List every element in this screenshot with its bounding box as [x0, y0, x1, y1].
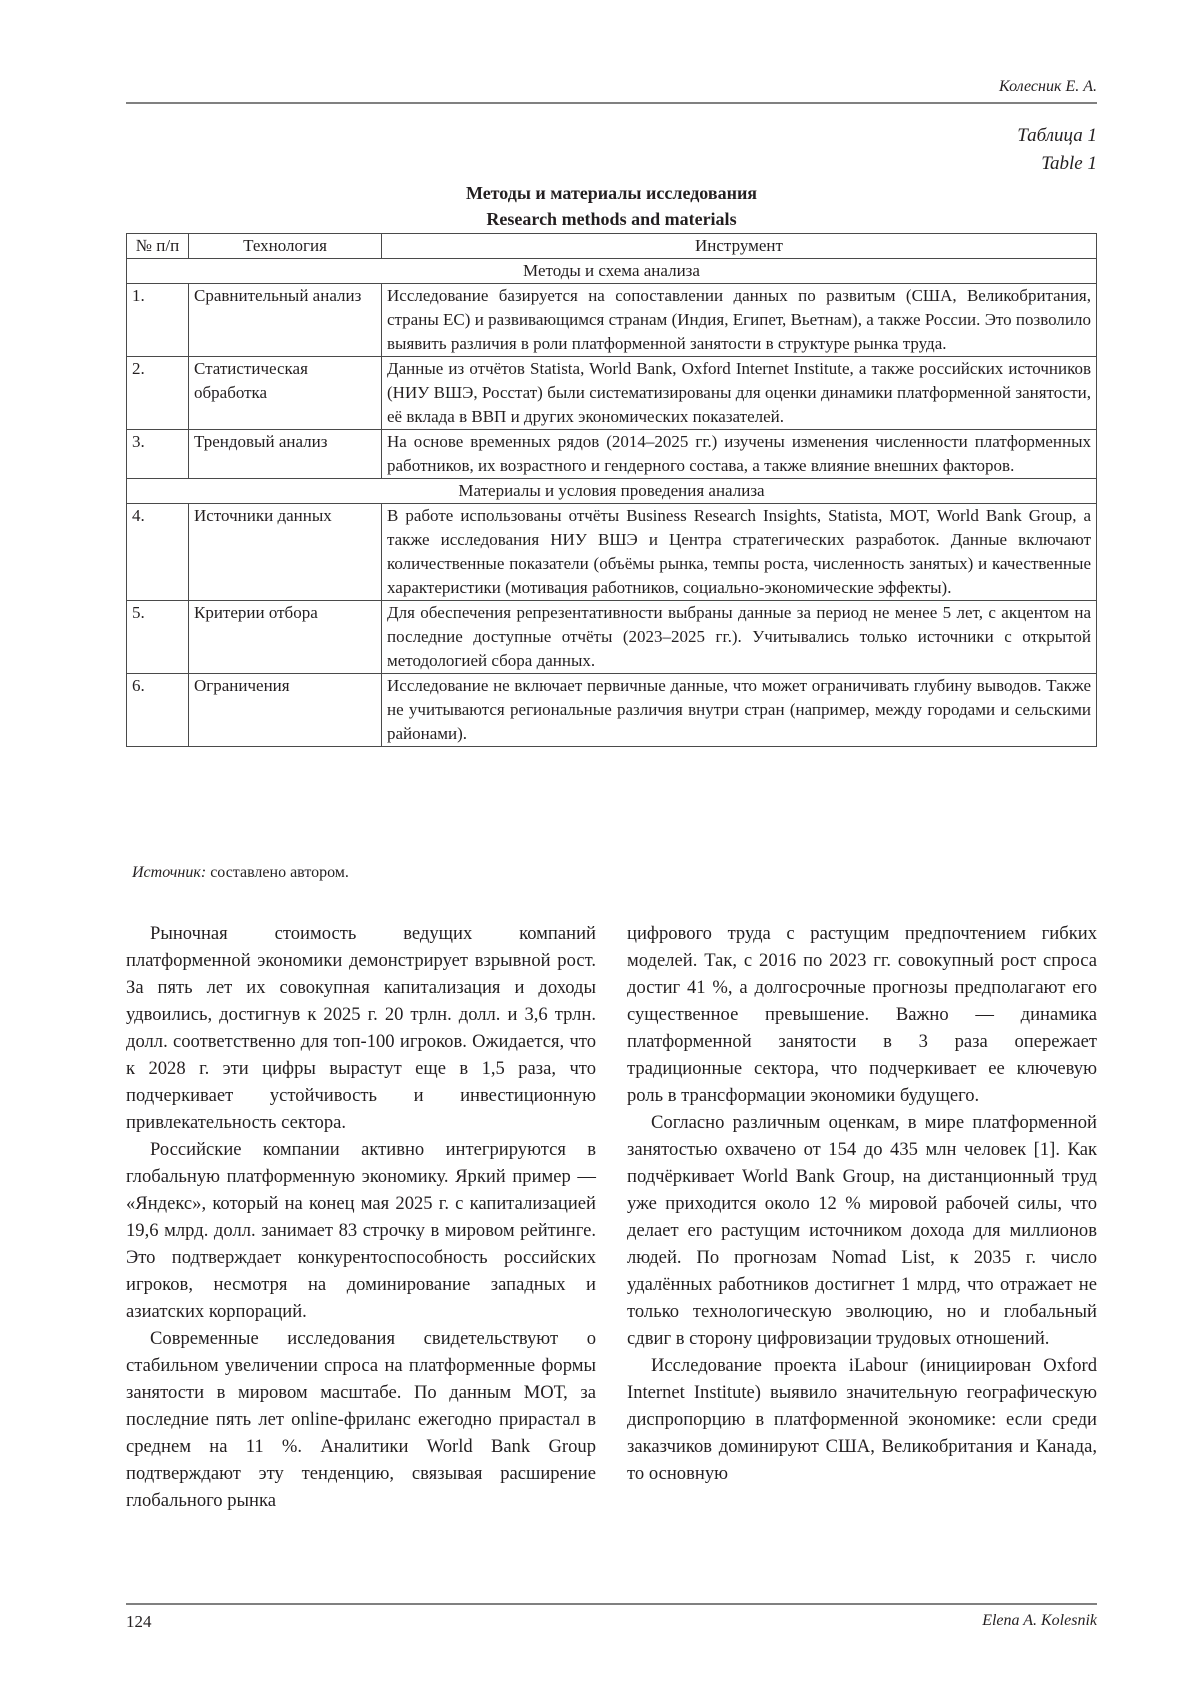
methods-table: [126, 233, 1097, 747]
table-label: [1017, 122, 1097, 178]
source-label: Источник:: [132, 864, 207, 881]
row-instrument: Исследование не включает первичные данные, что может ограничивать глубину выводов. Также не учитываются региональные различия внутри стран (например, между городами и сельскими районами).: [382, 674, 1097, 747]
table-source-note: [132, 864, 349, 882]
table-row: [127, 504, 1097, 601]
paragraph-continued: цифрового труда с растущим предпочтением гибких моделей. Так, с 2016 по 2023 гг. совокупный рост спроса достиг 41 %, а долгосрочные прогнозы предполагают его существенное превышение. Важно — динамика платформенной занятости в 3 раза опережает традиционные сектора, что подчеркивает ее ключевую роль в трансформации экономики будущего.: [627, 923, 1097, 1106]
row-technology: Критерии отбора: [189, 601, 382, 674]
row-instrument: В работе использованы отчёты Business Research Insights, Statista, МОТ, World Bank Group, а также исследования НИУ ВШЭ и Центра стратегических разработок. Данные включают количественные показатели (объёмы рынка, темпы роста, численность занятых) и качественные характеристики (мотивация работников, социально-экономические эффекты).: [382, 504, 1097, 601]
paragraph: Современные исследования свидетельствуют о стабильном увеличении спроса на платформенные формы занятости в мировом масштабе. По данным МОТ, за последние пять лет online-фриланс ежегодно прирастал в среднем на 11 %. Аналитики World Bank Group подтверждают эту тенденцию, связывая расширение глобального рынка: [126, 1328, 596, 1511]
row-number: 6.: [127, 674, 189, 747]
table-title: [126, 180, 1097, 232]
section-title: Материалы и условия проведения анализа: [127, 479, 1097, 504]
column-header-instrument: Инструмент: [382, 234, 1097, 259]
table-label-ru: Таблица 1: [1017, 125, 1097, 146]
source-text: составлено автором.: [206, 864, 349, 881]
row-instrument: Для обеспечения репрезентативности выбраны данные за период не менее 5 лет, с акцентом на последние доступные отчёты (2023–2025 гг.). Учитывались только источники с открытой методологией сбора данных.: [382, 601, 1097, 674]
row-number: 4.: [127, 504, 189, 601]
left-column: [126, 920, 596, 1514]
row-number: 3.: [127, 430, 189, 479]
footer-rule: [126, 1603, 1097, 1605]
row-technology: Статистическая обработка: [189, 357, 382, 430]
table-title-ru: Методы и материалы исследования: [465, 183, 758, 203]
footer-author: Elena A. Kolesnik: [982, 1612, 1097, 1629]
table-row: [127, 284, 1097, 357]
row-technology: Сравнительный анализ: [189, 284, 382, 357]
section-title: Методы и схема анализа: [127, 259, 1097, 284]
row-instrument: Исследование базируется на сопоставлении данных по развитым (США, Великобритания, страны ЕС) и развивающимся странам (Индия, Египет, Вьетнам), а также России. Это позволило выявить различия в роли платформенной занятости в структуре рынка труда.: [382, 284, 1097, 357]
row-number: 5.: [127, 601, 189, 674]
row-instrument: На основе временных рядов (2014–2025 гг.) изучены изменения численности платформенных работников, их возрастного и гендерного состава, а также влияние внешних факторов.: [382, 430, 1097, 479]
row-number: 1.: [127, 284, 189, 357]
section-row: [127, 259, 1097, 284]
section-row: [127, 479, 1097, 504]
row-technology: Трендовый анализ: [189, 430, 382, 479]
row-instrument: Данные из отчётов Statista, World Bank, Oxford Internet Institute, а также российских источников (НИУ ВШЭ, Росстат) были систематизированы для оценки динамики платформенной занятости, её вклада в ВВП и других экономических показателей.: [382, 357, 1097, 430]
row-number: 2.: [127, 357, 189, 430]
paragraph: Исследование проекта iLabour (инициирован Oxford Internet Institute) выявило значительную географическую диспропорцию в платформенной экономике: если среди заказчиков доминируют США, Великобритания и Канада, то основную: [627, 1355, 1097, 1484]
row-technology: Ограничения: [189, 674, 382, 747]
table-title-en: Research methods and materials: [486, 209, 737, 229]
table-row: [127, 601, 1097, 674]
table-row: [127, 357, 1097, 430]
table-row: [127, 430, 1097, 479]
header-rule: [126, 102, 1097, 104]
table-row: [127, 674, 1097, 747]
paragraph: Российские компании активно интегрируются в глобальную платформенную экономику. Яркий пример — «Яндекс», который на конец мая 2025 г. с капитализацией 19,6 млрд. долл. занимает 83 строчку в мировом рейтинге. Это подтверждает конкурентоспособность российских игроков, несмотря на доминирование западных и азиатских корпораций.: [126, 1139, 596, 1322]
page-number: 124: [126, 1612, 152, 1631]
paragraph: Согласно различным оценкам, в мире платформенной занятостью охвачено от 154 до 435 млн человек [1]. Как подчёркивает World Bank Group, на дистанционный труд уже приходится около 12 % мировой рабочей силы, что делает его растущим источником дохода для миллионов людей. По прогнозам Nomad List, к 2035 г. число удалённых работников достигнет 1 млрд, что отражает не только технологическую эволюцию, но и глобальный сдвиг в сторону цифровизации трудовых отношений.: [627, 1112, 1097, 1349]
column-header-number: № п/п: [127, 234, 189, 259]
running-head: Колесник Е. А.: [999, 78, 1097, 95]
right-column: [627, 920, 1097, 1514]
row-technology: Источники данных: [189, 504, 382, 601]
paragraph: Рыночная стоимость ведущих компаний платформенной экономики демонстрирует взрывной рост. За пять лет их совокупная капитализация и доходы удвоились, достигнув к 2025 г. 20 трлн. долл. и 3,6 трлн. долл. соответственно для топ-100 игроков. Ожидается, что к 2028 г. эти цифры вырастут еще в 1,5 раза, что подчеркивает устойчивость и инвестиционную привлекательность сектора.: [126, 923, 596, 1133]
table-header-row: [127, 234, 1097, 259]
column-header-technology: Технология: [189, 234, 382, 259]
body-text: [126, 920, 1097, 1514]
table-label-en: Table 1: [1041, 153, 1097, 174]
